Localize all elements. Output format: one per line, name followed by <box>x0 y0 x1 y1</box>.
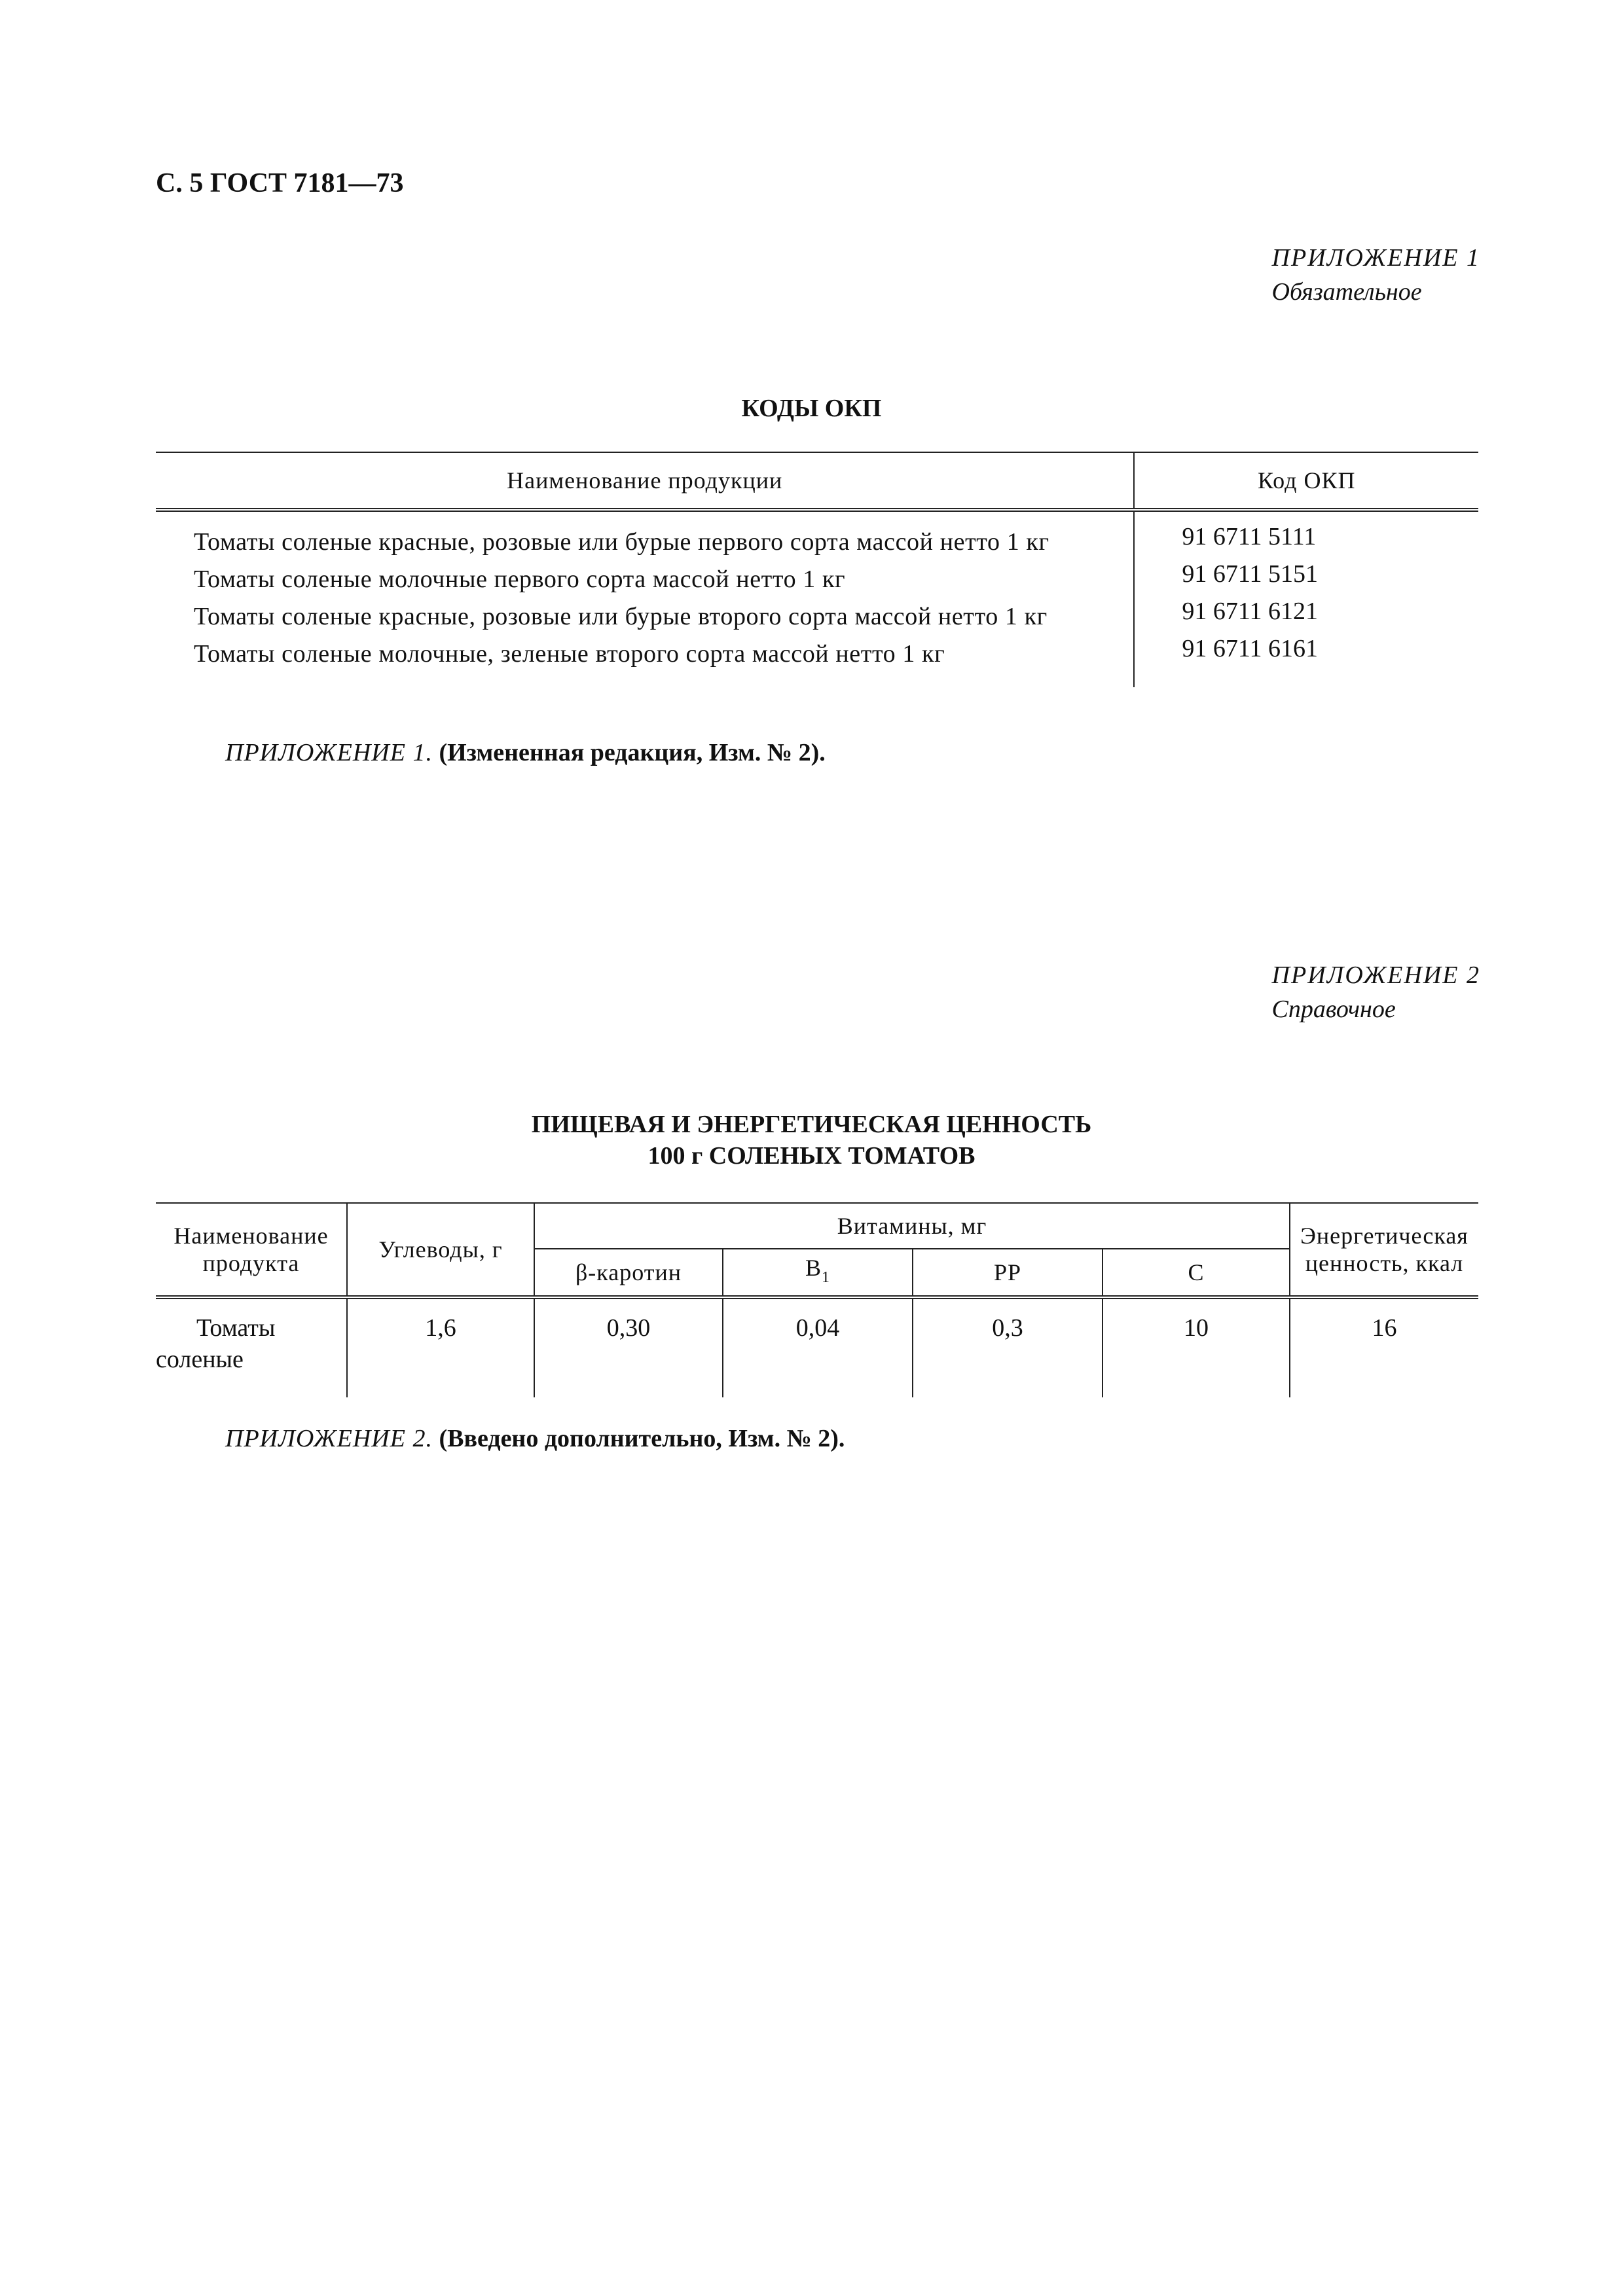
column-header-product-line2: продукта <box>202 1250 300 1276</box>
cell-product <box>156 1297 347 1397</box>
column-header-product-name: Наименование продукции <box>156 452 1134 510</box>
b1-subscript: 1 <box>822 1268 830 1286</box>
appendix2-title-line2: 100 г СОЛЕНЫХ ТОМАТОВ <box>647 1142 976 1170</box>
column-header-carbs: Углеводы, г <box>347 1203 534 1297</box>
appendix1-note <box>225 738 826 767</box>
column-header-energy-line1: Энергетическая <box>1300 1223 1468 1249</box>
appendix2-status: Справочное <box>1271 996 1396 1023</box>
column-header-product-line1: Наименование <box>173 1223 329 1249</box>
column-header-c: C <box>1103 1249 1290 1297</box>
appendix2-label: ПРИЛОЖЕНИЕ 2 <box>1271 961 1480 989</box>
appendix2-note-label: ПРИЛОЖЕНИЕ 2. <box>225 1425 433 1452</box>
appendix1-label: ПРИЛОЖЕНИЕ 1 <box>1271 244 1480 272</box>
nutrition-table <box>156 1202 1478 1397</box>
appendix2-note-text: (Введено дополнительно, Изм. № 2). <box>439 1425 845 1452</box>
okp-code: 91 6711 5111 <box>1182 523 1317 550</box>
column-header-okp-code: Код ОКП <box>1257 467 1356 493</box>
cell-c: 10 <box>1103 1297 1290 1397</box>
product-names-cell <box>156 510 1134 687</box>
appendix1-title: КОДЫ ОКП <box>741 395 882 422</box>
appendix2-note <box>225 1424 845 1453</box>
okp-code: 91 6711 6121 <box>1182 598 1319 625</box>
okp-codes-cell <box>1134 510 1478 687</box>
cell-pp: 0,3 <box>913 1297 1103 1397</box>
column-header-pp: PP <box>913 1249 1103 1297</box>
product-name: Томаты соленые красные, розовые или бурые второго сорта массой нетто 1 кг <box>194 603 1048 630</box>
cell-beta-carotene: 0,30 <box>534 1297 723 1397</box>
product-name: Томаты соленые молочные, зеленые второго сорта массой нетто 1 кг <box>194 640 945 668</box>
okp-code: 91 6711 6161 <box>1182 635 1319 662</box>
cell-b1: 0,04 <box>723 1297 913 1397</box>
appendix1-note-label: ПРИЛОЖЕНИЕ 1. <box>225 739 433 766</box>
cell-product-line1: Томаты <box>196 1314 276 1342</box>
appendix2-title <box>0 1109 1623 1172</box>
appendix2-title-line1: ПИЩЕВАЯ И ЭНЕРГЕТИЧЕСКАЯ ЦЕННОСТЬ <box>531 1111 1092 1138</box>
column-header-product <box>156 1203 347 1297</box>
product-name: Томаты соленые молочные первого сорта массой нетто 1 кг <box>194 565 846 593</box>
cell-carbs: 1,6 <box>347 1297 534 1397</box>
column-header-beta-carotene: β-каротин <box>534 1249 723 1297</box>
column-header-energy <box>1290 1203 1478 1297</box>
column-header-energy-line2: ценность, ккал <box>1305 1250 1464 1276</box>
column-header-b1 <box>723 1249 913 1297</box>
table-row <box>156 1297 1478 1397</box>
okp-codes-table <box>156 452 1478 687</box>
page-header: С. 5 ГОСТ 7181—73 <box>156 168 404 198</box>
table-header-row <box>156 1203 1478 1249</box>
appendix1-label-block <box>1272 241 1480 309</box>
okp-code: 91 6711 5151 <box>1182 560 1319 588</box>
b1-letter: B <box>805 1254 822 1281</box>
table-row <box>156 510 1478 687</box>
appendix2-label-block <box>1272 958 1480 1026</box>
cell-product-line2: соленые <box>156 1346 244 1373</box>
column-header-vitamins: Витамины, мг <box>534 1203 1290 1249</box>
product-name: Томаты соленые красные, розовые или бурые первого сорта массой нетто 1 кг <box>194 528 1049 556</box>
appendix1-status: Обязательное <box>1271 278 1422 306</box>
table-header-row <box>156 452 1478 510</box>
cell-energy: 16 <box>1290 1297 1478 1397</box>
appendix1-note-text: (Измененная редакция, Изм. № 2). <box>439 739 826 766</box>
